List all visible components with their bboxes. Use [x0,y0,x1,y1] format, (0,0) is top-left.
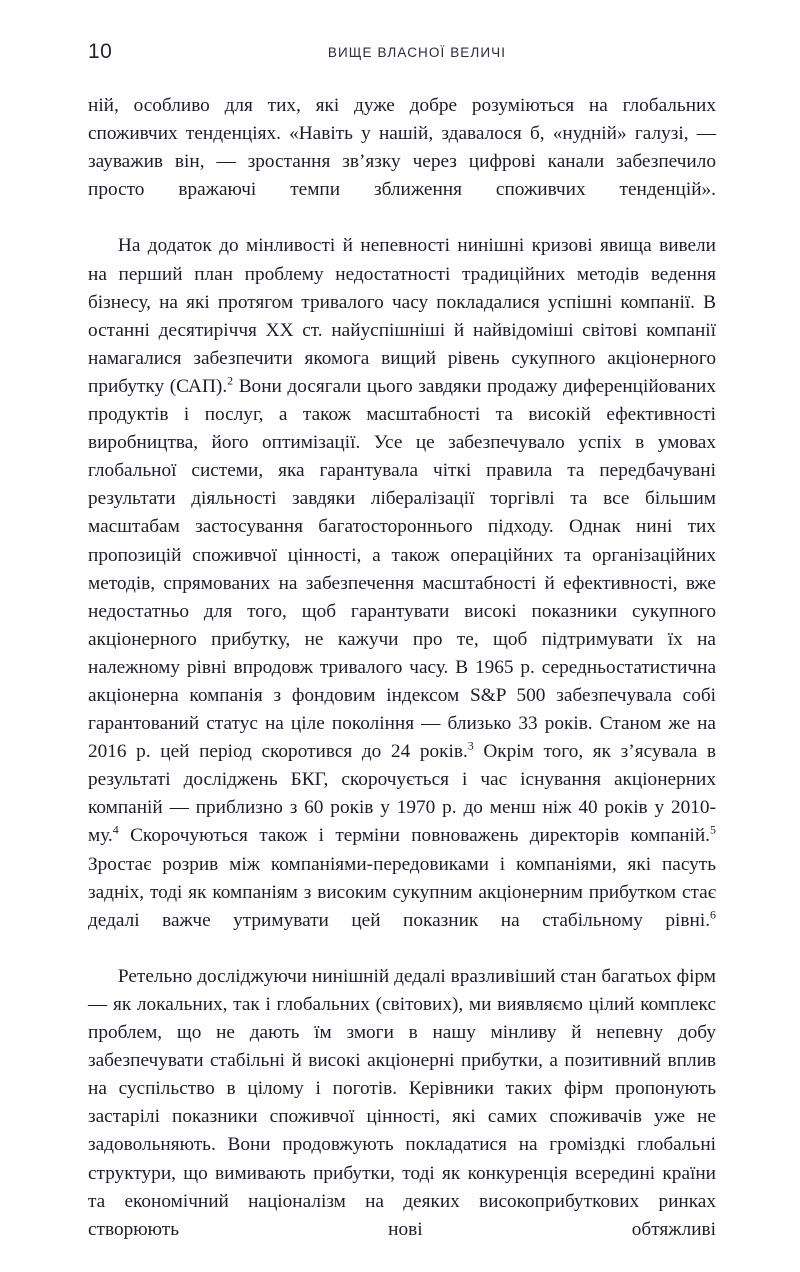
footnote-ref-3: 3 [467,738,474,753]
paragraph-research: Ретельно досліджуючи нинішній дедалі вразливіший стан багатьох фірм — як локальних, так і глобальних (світових), ми виявляємо цілий комплекс проблем, що не дають їм змоги в нашу мінливу й непевну добу забезпечувати стабільні й високі акціонерні прибутки, а позитивний вплив на суспільство в цілому і поготів. Керівники таких фірм пропонують застарілі показники споживчої цінності, які самих споживачів уже не задовольняють. Вони продовжують покладатися на громіздкі глобальні структури, що вимивають прибутки, тоді як конкуренція всередині країни та економічний націоналізм на деяких високоприбуткових ринках створюють нові обтяжливі [88,965,716,1240]
paragraph-volatility [88,232,716,962]
running-title: ВИЩЕ ВЛАСНОЇ ВЕЛИЧІ [327,45,507,60]
paragraph-volatility-part-4: Скорочуються також і терміни повноважень директорів компаній. [118,825,711,847]
paragraph-volatility-part-5: Зростає розрив між компаніями-передовиками і компаніями, які пасуть задніх, тоді як компаніям з високим сукупним акціонерним прибутком стає дедалі важче утримувати цей показник на стабільному рівні. [88,853,716,931]
page-number: 10 [88,40,113,63]
footnote-ref-4: 4 [112,823,119,838]
paragraph-volatility-part-1: На додаток до мінливості й непевності нинішні кризові явища вивели на перший план проблему недостатності традиційних методів ведення бізнесу, на які протягом тривалого часу покладалися успішні компанії. В останні десятиріччя XX ст. найуспішніші й найвідоміші світові компанії намагалися забезпечити якомога вищий рівень сукупного акціонерного прибутку (САП). [88,235,716,397]
footnote-ref-2: 2 [227,373,234,388]
footnote-ref-6: 6 [710,907,716,922]
footnote-ref-5: 5 [710,823,716,838]
body-text [88,92,716,1272]
paragraph-volatility-part-2: Вони досягали цього завдяки продажу диференційованих продуктів і послуг, а також масштабності та високій ефективності виробництва, його оптимізації. Усе це забезпечувало успіх в умовах глобальної системи, яка гарантувала чіткі правила та передбачувані результати діяльності завдяки лібералізації торгівлі та все більшим масштабам застосування багатостороннього підходу. Однак нині тих пропозицій споживчої цінності, а також операційних та організаційних методів, спрямованих на забезпечення масштабності й ефективності, вже недостатньо для того, щоб гарантувати високі показники сукупного акціонерного прибутку, не кажучи про те, щоб підтримувати їх на належному рівні впродовж тривалого часу. В 1965 р. середньостатистична акціонерна компанія з фондовим індексом S&P 500 забезпечувала собі гарантований статус на ціле покоління — близько 33 років. Станом же на 2016 р. цей період скоротився до 24 років. [88,375,716,763]
running-head [88,40,718,68]
paragraph-volatility-part-3: Окрім того, як з’ясувала в результаті досліджень БКГ, скорочується і час існування акціонерних компаній — приблизно з 60 років у 1970 р. до менш ніж 40 років у 2010-му. [88,741,716,847]
paragraph-continued: ній, особливо для тих, які дуже добре розуміються на глобальних споживчих тенденціях. «Навіть у нашій, здавалося б, «нудній» галузі, — зауважив він, — зростання зв’язку через цифрові канали забезпечило просто вражаючі темпи зближення споживчих тенденцій». [88,95,716,201]
